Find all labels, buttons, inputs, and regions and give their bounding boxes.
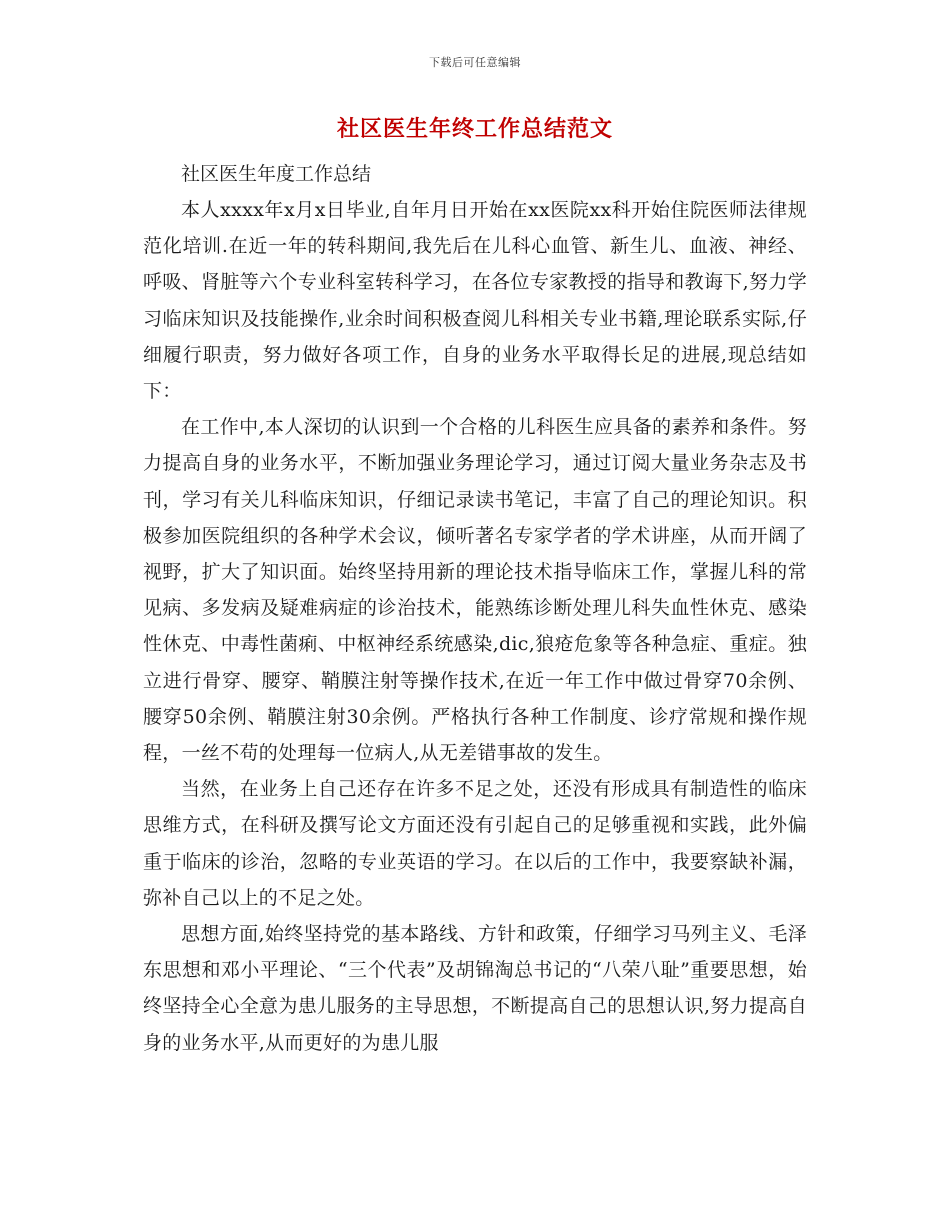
paragraph-3: 当然，在业务上自己还存在许多不足之处，还没有形成具有制造性的临床思维方式，在科研及撰写论文方面还没有引起自己的足够重视和实践，此外偏重于临床的诊治，忽略的专业英语的学习。在以后的工作中，我要察缺补漏，弥补自己以上的不足之处。 xyxy=(143,778,807,909)
document-subheading: 社区医生年度工作总结 xyxy=(181,163,372,185)
paragraph-4: 思想方面,始终坚持党的基本路线、方针和政策，仔细学习马列主义、毛泽东思想和邓小平理论、“三个代表”及胡锦淘总书记的“八荣八耻”重要思想，始终坚持全心全意为患儿服务的主导思想，不断提高自己的思想认识,努力提高自身的业务水平,从而更好的为患儿服 xyxy=(143,923,807,1054)
paragraph-1: 本人xxxx年x月x日毕业,自年月日开始在xx医院xx科开始住院医师法律规范化培训.在近一年的转科期间,我先后在儿科心血管、新生儿、血液、神经、呼吸、肾脏等六个专业科室转科学习，在各位专家教授的指导和教诲下,努力学习临床知识及技能操作,业余时间积极查阅儿科相关专业书籍,理论联系实际,仔细履行职责，努力做好各项工作，自身的业务水平取得长足的进展,现总结如下： xyxy=(143,199,807,403)
document-body xyxy=(143,156,807,1061)
header-note: 下载后可任意编辑 xyxy=(429,56,521,69)
document-title: 社区医生年终工作总结范文 xyxy=(336,116,613,142)
paragraph-2: 在工作中,本人深切的认识到一个合格的儿科医生应具备的素养和条件。努力提高自身的业务水平，不断加强业务理论学习，通过订阅大量业务杂志及书刊，学习有关儿科临床知识，仔细记录读书笔记，丰富了自己的理论知识。积极参加医院组织的各种学术会议，倾听著名专家学者的学术讲座，从而开阔了视野，扩大了知识面。始终坚持用新的理论技术指导临床工作，掌握儿科的常见病、多发病及疑难病症的诊治技术，能熟练诊断处理儿科失血性休克、感染性休克、中毒性菌痢、中枢神经系统感染,dic,狼疮危象等各种急症、重症。独立进行骨穿、腰穿、鞘膜注射等操作技术,在近一年工作中做过骨穿70余例、腰穿50余例、鞘膜注射30余例。严格执行各种工作制度、诊疗常规和操作规程，一丝不苟的处理每一位病人,从无差错事故的发生。 xyxy=(143,416,807,765)
